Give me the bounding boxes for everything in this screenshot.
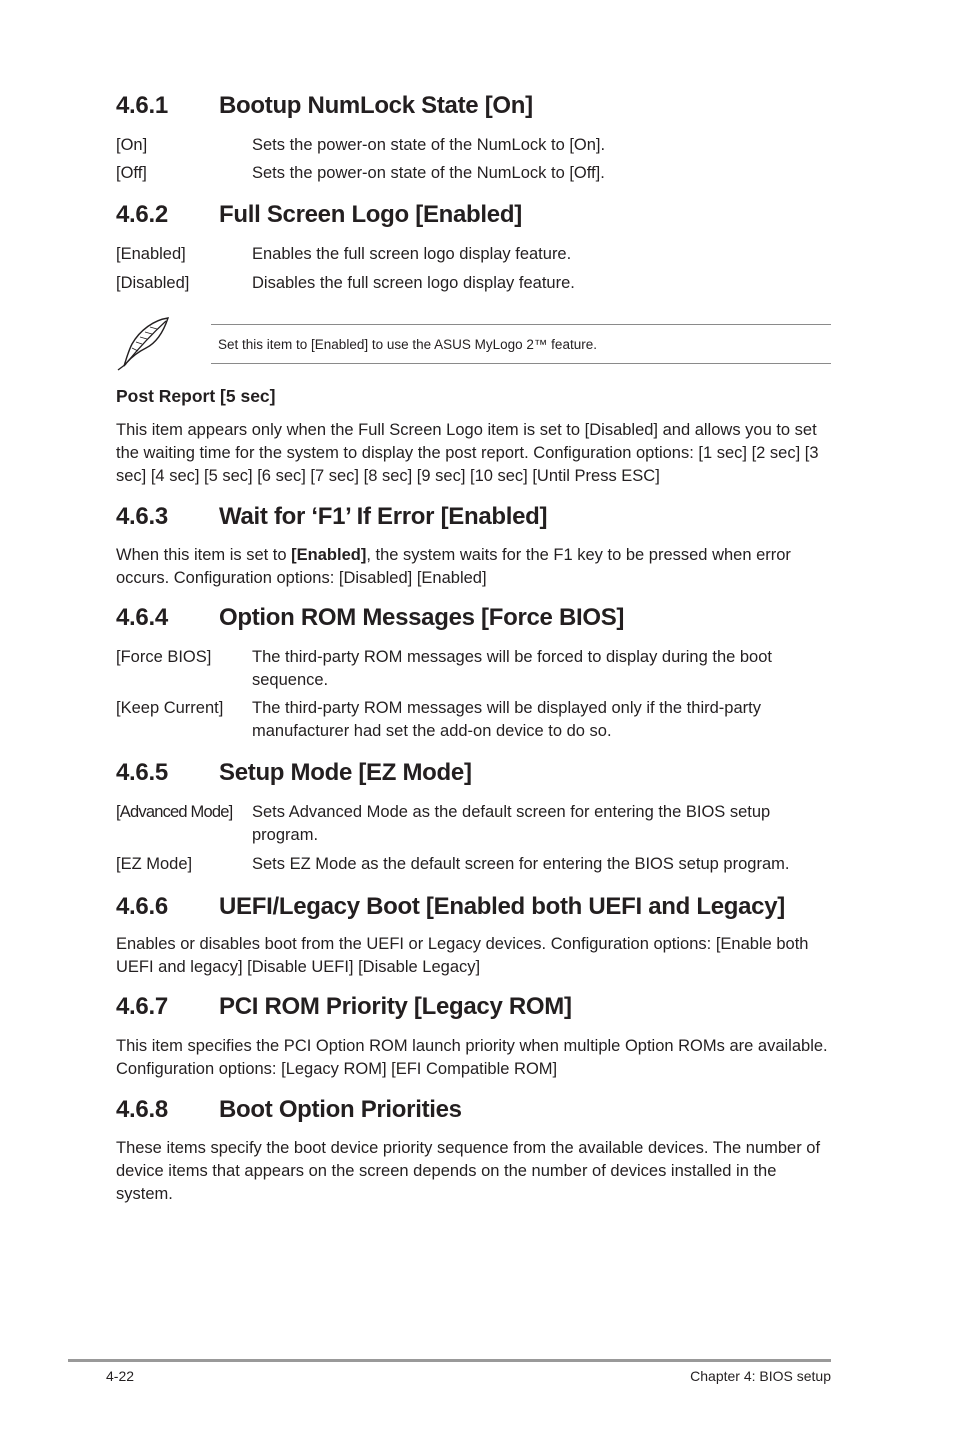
option-key: [Advanced Mode] — [116, 803, 233, 821]
section-number: 4.6.3 — [116, 503, 168, 530]
option-desc: The third-party ROM messages will be forced to display during the boot sequence. — [252, 648, 772, 689]
section-heading — [116, 759, 836, 789]
option-key: [EZ Mode] — [116, 855, 193, 873]
paragraph: This item specifies the PCI Option ROM launch priority when multiple Option ROMs are available. Configuration options: [Legacy ROM] [EFI Compatible ROM] — [116, 1037, 828, 1078]
section-number: 4.6.8 — [116, 1096, 168, 1123]
option-desc: Disables the full screen logo display feature. — [252, 274, 575, 292]
option-row — [116, 801, 836, 847]
option-row — [116, 853, 836, 876]
section-title: Full Screen Logo [Enabled] — [219, 201, 522, 228]
option-key: [Off] — [116, 164, 147, 182]
section-number: 4.6.7 — [116, 993, 168, 1020]
section-number: 4.6.4 — [116, 604, 168, 631]
section-heading — [116, 92, 836, 122]
paragraph-bold: [Enabled] — [291, 546, 367, 564]
feather-pen-icon — [114, 314, 174, 372]
paragraph-text: , the system waits for the F1 key to be pressed when error occurs. Configuration options: [Disabled] [Enabled] — [116, 546, 791, 587]
option-row — [116, 243, 836, 266]
option-key: [Keep Current] — [116, 699, 224, 717]
section-title: Bootup NumLock State [On] — [219, 92, 533, 119]
section-heading — [116, 893, 836, 923]
paragraph: Enables or disables boot from the UEFI or Legacy devices. Configuration options: [Enable both UEFI and legacy] [Disable UEFI] [Disable Legacy] — [116, 935, 809, 976]
section-title: Wait for ‘F1’ If Error [Enabled] — [219, 503, 548, 530]
footer-rule — [68, 1359, 831, 1362]
section-title: Boot Option Priorities — [219, 1096, 462, 1123]
note-top-rule — [211, 324, 831, 325]
section-number: 4.6.6 — [116, 893, 168, 920]
section-heading — [116, 503, 836, 533]
note-bottom-rule — [211, 363, 831, 364]
option-row — [116, 697, 836, 743]
option-desc: Sets Advanced Mode as the default screen for entering the BIOS setup program. — [252, 803, 771, 844]
option-key: [Enabled] — [116, 245, 186, 263]
section-title: UEFI/Legacy Boot [Enabled both UEFI and Legacy] — [219, 893, 785, 920]
note-text: Set this item to [Enabled] to use the ASUS MyLogo 2™ feature. — [218, 337, 597, 352]
section-title: Setup Mode [EZ Mode] — [219, 759, 472, 786]
section-title: PCI ROM Priority [Legacy ROM] — [219, 993, 572, 1020]
section-number: 4.6.5 — [116, 759, 168, 786]
page-number: 4-22 — [106, 1368, 135, 1384]
paragraph — [116, 544, 832, 590]
paragraph-text: When this item is set to — [116, 546, 292, 564]
option-desc: Sets the power-on state of the NumLock to [Off]. — [252, 164, 605, 182]
subsection-title: Post Report [5 sec] — [116, 386, 276, 406]
section-heading — [116, 993, 836, 1023]
option-desc: Sets the power-on state of the NumLock to [On]. — [252, 136, 606, 154]
option-desc: The third-party ROM messages will be displayed only if the third-party manufacturer had set the add-on device to do so. — [252, 699, 761, 740]
paragraph: This item appears only when the Full Screen Logo item is set to [Disabled] and allows you to set the waiting time for the system to display the post report. Configuration options: [1 sec] [2 sec] [3 sec] [4 sec] [5 sec] [6 sec] [7 sec] [8 sec] [9 sec] [10 sec] [Until Press ESC] — [116, 421, 819, 485]
section-title: Option ROM Messages [Force BIOS] — [219, 604, 625, 631]
section-heading — [116, 604, 836, 634]
section-number: 4.6.2 — [116, 201, 168, 228]
chapter-label: Chapter 4: BIOS setup — [690, 1368, 831, 1384]
option-key: [Force BIOS] — [116, 648, 212, 666]
section-heading — [116, 201, 836, 231]
option-desc: Sets EZ Mode as the default screen for entering the BIOS setup program. — [252, 855, 790, 873]
option-key: [On] — [116, 136, 148, 154]
option-row — [116, 162, 836, 185]
option-desc: Enables the full screen logo display feature. — [252, 245, 572, 263]
section-heading — [116, 1096, 836, 1126]
option-row — [116, 646, 836, 692]
paragraph: These items specify the boot device priority sequence from the available devices. The number of device items that appears on the screen depends on the number of devices installed in the system. — [116, 1139, 821, 1203]
option-row — [116, 272, 836, 295]
option-key: [Disabled] — [116, 274, 190, 292]
section-number: 4.6.1 — [116, 92, 168, 119]
option-row — [116, 134, 836, 157]
